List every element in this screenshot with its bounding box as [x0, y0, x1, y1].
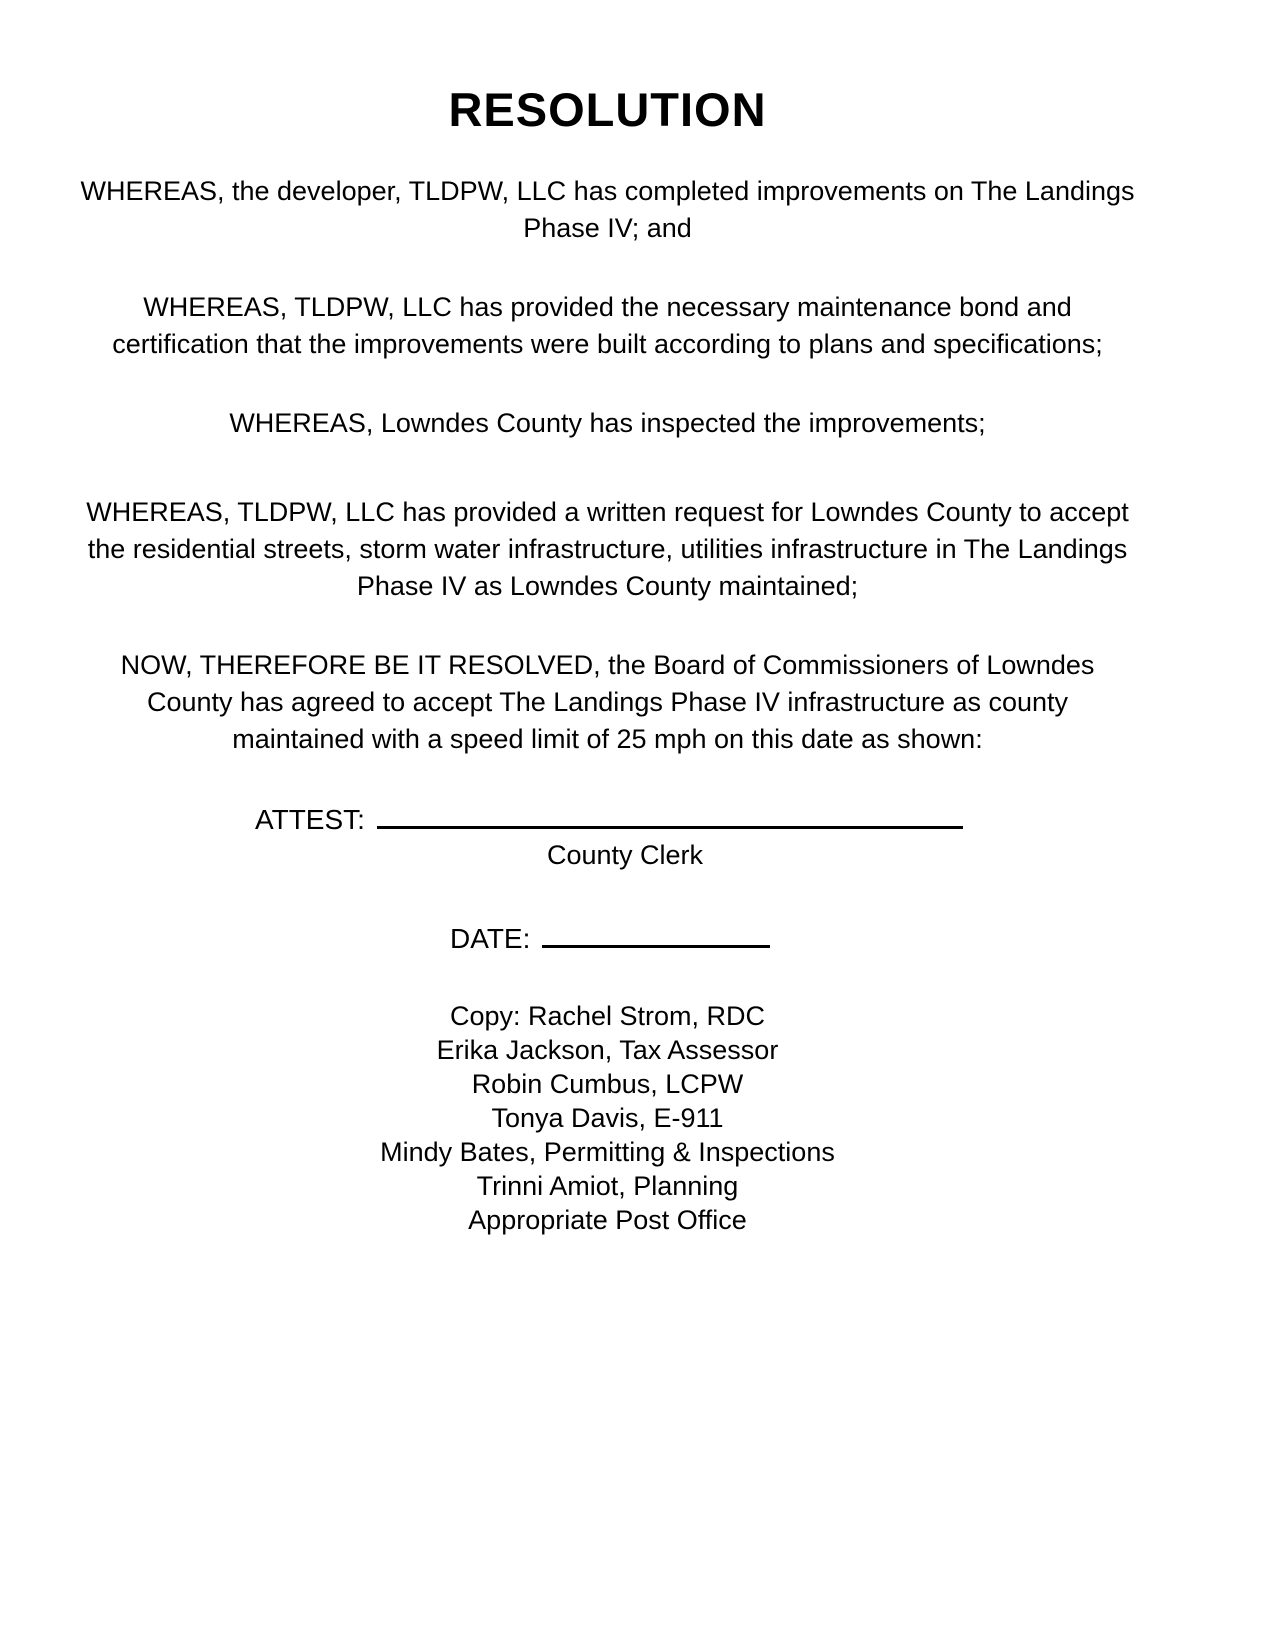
attest-signature-line: [377, 800, 963, 829]
attest-label: ATTEST:: [255, 804, 365, 835]
whereas-clause-3: WHEREAS, Lowndes County has inspected the improvements;: [229, 408, 986, 438]
document-title: RESOLUTION: [448, 83, 767, 136]
copy-recipient-6: Trinni Amiot, Planning: [476, 1171, 739, 1201]
copy-recipient-7: Appropriate Post Office: [468, 1205, 747, 1235]
whereas-clause-1: WHEREAS, the developer, TLDPW, LLC has completed improvements on The Landings Phase IV; and: [80, 176, 1135, 243]
whereas-clause-4: WHEREAS, TLDPW, LLC has provided a written request for Lowndes County to accept the residential streets, storm water infrastructure, utilities infrastructure in The Landings Phase IV as Lowndes County maintained;: [86, 497, 1129, 601]
whereas-clause-2: WHEREAS, TLDPW, LLC has provided the necessary maintenance bond and certification that the improvements were built according to plans and specifications;: [112, 292, 1103, 359]
copy-recipient-3: Robin Cumbus, LCPW: [471, 1069, 744, 1099]
copy-recipient-2: Erika Jackson, Tax Assessor: [436, 1035, 779, 1065]
county-clerk-label: County Clerk: [546, 840, 704, 870]
date-row: [450, 919, 1137, 955]
copy-recipient-4: Tonya Davis, E-911: [491, 1103, 724, 1133]
resolved-clause: NOW, THEREFORE BE IT RESOLVED, the Board of Commissioners of Lowndes County has agreed to accept The Landings Phase IV infrastructure as county maintained with a speed limit of 25 mph on this date as shown:: [120, 650, 1095, 754]
copy-distribution-list: [78, 999, 1137, 1237]
date-label: DATE:: [450, 923, 531, 954]
copy-recipient-1: Copy: Rachel Strom, RDC: [449, 1001, 766, 1031]
copy-recipient-5: Mindy Bates, Permitting & Inspections: [380, 1137, 835, 1167]
attest-row: [255, 800, 1137, 836]
date-blank-line: [542, 919, 770, 948]
